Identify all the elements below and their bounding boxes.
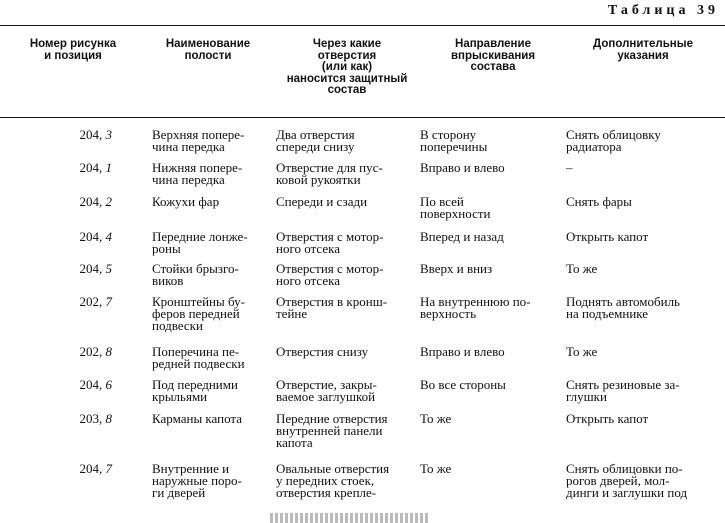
position-number: 1 xyxy=(105,160,112,175)
table-label: Таблица 39 xyxy=(607,3,719,18)
figure-position-cell xyxy=(0,129,112,141)
figure-number: 204, xyxy=(79,377,106,392)
position-number: 2 xyxy=(105,194,112,209)
figure-position-cell xyxy=(0,463,112,475)
spray-direction-cell: В сторону поперечины xyxy=(420,127,488,154)
header-cavity-name: Наименование полости xyxy=(165,38,251,62)
cavity-name-cell: Передние лонже- роны xyxy=(152,229,248,256)
cavity-name-cell: Под передними крыльями xyxy=(152,377,238,404)
figure-number: 204, xyxy=(79,194,106,209)
cavity-name-cell: Кронштейны бу- феров передней подвески xyxy=(152,294,245,333)
figure-position-cell xyxy=(0,263,112,275)
header-rule xyxy=(0,117,725,118)
additional-notes-cell: Снять фары xyxy=(566,194,632,209)
figure-number: 204, xyxy=(79,127,106,142)
spray-direction-cell: Вправо и влево xyxy=(420,344,505,359)
additional-notes-cell: Снять резиновые за- глушки xyxy=(566,377,680,404)
spray-direction-cell: То же xyxy=(420,461,452,476)
top-rule xyxy=(0,25,725,26)
application-holes-cell: Отверстия снизу xyxy=(276,344,369,359)
application-holes-cell: Отверстия в кронш- тейне xyxy=(276,294,388,321)
figure-position-cell xyxy=(0,296,112,308)
spray-direction-cell: Вперед и назад xyxy=(420,229,504,244)
additional-notes-cell: Поднять автомобиль на подъемнике xyxy=(566,294,680,321)
position-number: 4 xyxy=(105,229,112,244)
figure-number: 204, xyxy=(79,229,106,244)
cavity-name-cell: Кожухи фар xyxy=(152,194,220,209)
figure-number: 202, xyxy=(79,294,106,309)
position-number: 8 xyxy=(105,411,112,426)
additional-notes-cell: Открыть капот xyxy=(566,229,649,244)
additional-notes-cell: То же xyxy=(566,344,598,359)
application-holes-cell: Отверстие, закры- ваемое заглушкой xyxy=(276,377,377,404)
cut-off-text-fragment xyxy=(270,513,430,523)
figure-number: 204, xyxy=(79,461,106,476)
position-number: 8 xyxy=(105,344,112,359)
figure-position-cell xyxy=(0,231,112,243)
figure-position-cell xyxy=(0,162,112,174)
spray-direction-cell: На внутреннюю по- верхность xyxy=(420,294,531,321)
spray-direction-cell: То же xyxy=(420,411,452,426)
figure-position-cell xyxy=(0,413,112,425)
additional-notes-cell: То же xyxy=(566,261,598,276)
spray-direction-cell: Вправо и влево xyxy=(420,160,505,175)
cavity-name-cell: Нижняя попере- чина передка xyxy=(152,160,243,187)
header-additional-notes: Дополнительные указания xyxy=(593,38,693,62)
additional-notes-cell: – xyxy=(566,160,573,175)
cavity-name-cell: Верхняя попере- чина передка xyxy=(152,127,245,154)
figure-position-cell xyxy=(0,346,112,358)
position-number: 7 xyxy=(105,461,112,476)
figure-number: 203, xyxy=(79,411,106,426)
spray-direction-cell: По всей поверхности xyxy=(420,194,491,221)
header-figure-position: Номер рисунка и позиция xyxy=(29,38,117,62)
position-number: 6 xyxy=(105,377,112,392)
position-number: 3 xyxy=(105,127,112,142)
cavity-name-cell: Внутренние и наружные поро- ги дверей xyxy=(152,461,242,500)
figure-position-cell xyxy=(0,196,112,208)
header-spray-direction: Направление впрыскивания состава xyxy=(450,38,536,73)
figure-number: 202, xyxy=(79,344,106,359)
application-holes-cell: Овальные отверстия у передних стоек, отверстия крепле- xyxy=(276,461,390,500)
figure-number: 204, xyxy=(79,160,106,175)
spray-direction-cell: Во все стороны xyxy=(420,377,506,392)
cavity-name-cell: Поперечина пе- редней подвески xyxy=(152,344,245,371)
application-holes-cell: Передние отверстия внутренней панели капота xyxy=(276,411,388,450)
additional-notes-cell: Снять облицовки по- рогов дверей, мол- динги и заглушки под xyxy=(566,461,688,500)
application-holes-cell: Два отверстия спереди снизу xyxy=(276,127,355,154)
application-holes-cell: Отверстие для пус- ковой рукоятки xyxy=(276,160,383,187)
cavity-name-cell: Стойки брызго- виков xyxy=(152,261,239,288)
figure-number: 204, xyxy=(79,261,106,276)
application-holes-cell: Отверстия с мотор- ного отсека xyxy=(276,229,384,256)
additional-notes-cell: Открыть капот xyxy=(566,411,649,426)
position-number: 7 xyxy=(105,294,112,309)
additional-notes-cell: Снять облицовку радиатора xyxy=(566,127,661,154)
application-holes-cell: Отверстия с мотор- ного отсека xyxy=(276,261,384,288)
header-application-holes: Через какие отверстия (или как) наносится защитный состав xyxy=(286,38,408,96)
figure-position-cell xyxy=(0,379,112,391)
cavity-name-cell: Карманы капота xyxy=(152,411,243,426)
position-number: 5 xyxy=(105,261,112,276)
spray-direction-cell: Вверх и вниз xyxy=(420,261,493,276)
application-holes-cell: Спереди и сзади xyxy=(276,194,368,209)
